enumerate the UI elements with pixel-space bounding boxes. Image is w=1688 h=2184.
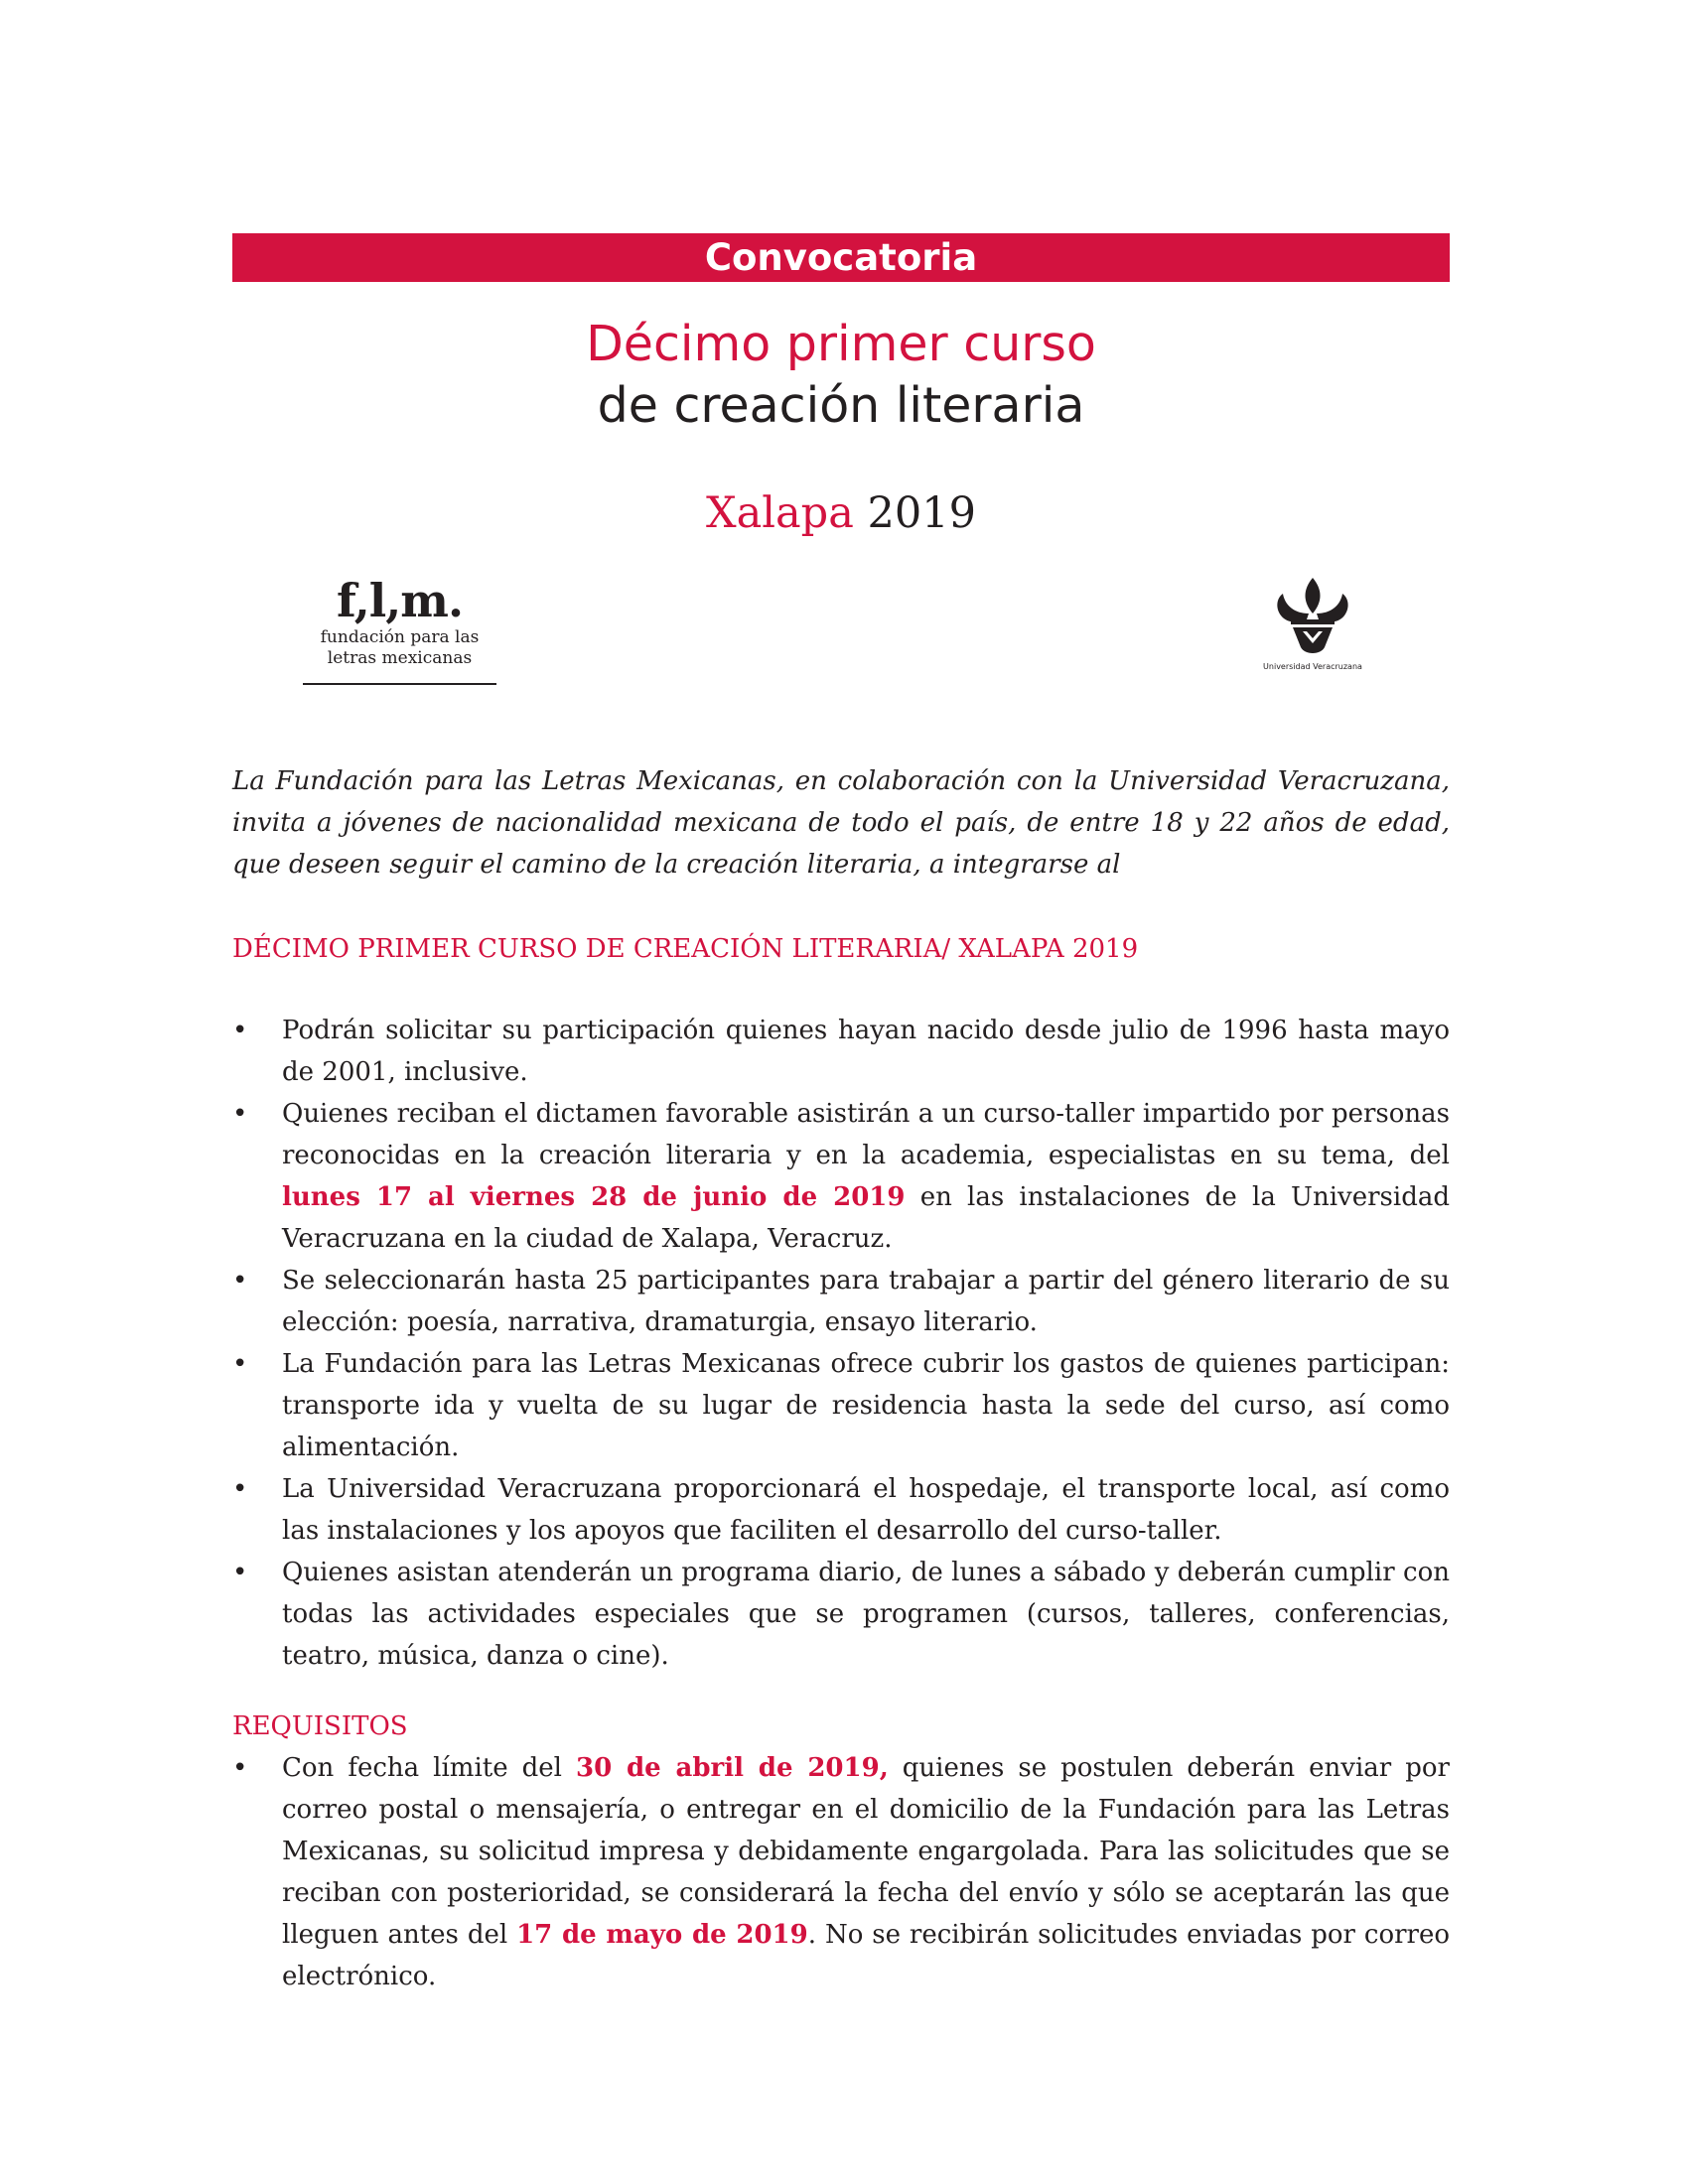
list-item-text: en las instalaciones de la Universidad Veracruzana en la ciudad de Xalapa, Veracruz. (282, 1182, 1450, 1254)
bullet: • (232, 1474, 248, 1504)
bullet: • (232, 1558, 248, 1587)
place-year-value: 2019 (867, 488, 976, 538)
list-item (232, 1747, 1450, 1997)
bullet: • (232, 1753, 248, 1783)
convocatoria-banner: Convocatoria (232, 233, 1450, 282)
list-item-text: . No se recibirán solicitudes enviadas por correo electrónico. (282, 1920, 1450, 1991)
conditions-list (232, 1010, 1450, 1677)
date-highlight: 17 de mayo de 2019 (516, 1920, 808, 1950)
list-item (232, 1552, 1450, 1677)
place-city: Xalapa (706, 488, 854, 538)
list-item-text: Se seleccionarán hasta 25 participantes para trabajar a partir del género literario de su elección: poesía, narrativa, dramaturgia, ensayo literario. (282, 1266, 1450, 1337)
list-item-text: quienes se postulen deberán enviar por correo postal o mensajería, o entregar en el domicilio de la Fundación para las Letras Mexicanas, su solicitud impresa y debidamente engargolada. Para las solicitudes que se reciban con posterioridad, se considerará la fecha del envío y sólo se aceptarán las que lleguen antes del (282, 1753, 1450, 1950)
list-item-text: La Fundación para las Letras Mexicanas ofrece cubrir los gastos de quienes participan: transporte ida y vuelta de su lugar de residencia hasta la sede del curso, así como alimentación. (282, 1349, 1450, 1462)
title-line-2: de creación literaria (597, 377, 1085, 434)
fleur-de-lis-icon (1273, 576, 1352, 657)
uv-logo (1243, 576, 1382, 685)
course-title (232, 314, 1450, 437)
list-item (232, 1468, 1450, 1552)
list-item (232, 1260, 1450, 1343)
requisitos-heading: REQUISITOS (232, 1711, 408, 1741)
flm-logo-line-2: letras mexicanas (327, 648, 473, 668)
requisitos-list (232, 1747, 1450, 1997)
list-item-text: Quienes asistan atenderán un programa diario, de lunes a sábado y deberán cumplir con todas las actividades especiales que se programen (cursos, talleres, conferencias, teatro, música, danza o cine). (282, 1558, 1450, 1671)
flm-logo (303, 574, 496, 685)
list-item-text: Quienes reciban el dictamen favorable asistirán a un curso-taller impartido por personas reconocidas en la creación literaria y en la academia, especialistas en su tema, del (282, 1099, 1450, 1170)
course-heading: DÉCIMO PRIMER CURSO DE CREACIÓN LITERARIA/ XALAPA 2019 (232, 934, 1139, 964)
intro-paragraph: La Fundación para las Letras Mexicanas, en colaboración con la Universidad Veracruzana, invita a jóvenes de nacionalidad mexicana de todo el país, de entre 18 y 22 años de edad, que deseen seguir el camino de la creación literaria, a integrarse al (232, 766, 1450, 880)
uv-logo-caption: Universidad Veracruzana (1263, 662, 1362, 671)
list-item-text: Con fecha límite del (282, 1753, 576, 1783)
bullet: • (232, 1016, 248, 1045)
place-year (232, 486, 1450, 540)
list-item-text: La Universidad Veracruzana proporcionará el hospedaje, el transporte local, así como las instalaciones y los apoyos que faciliten el desarrollo del curso-taller. (282, 1474, 1450, 1546)
bullet: • (232, 1099, 248, 1129)
flm-logo-line-1: fundación para las (320, 627, 480, 647)
list-item (232, 1343, 1450, 1468)
date-highlight: 30 de abril de 2019, (575, 1753, 889, 1783)
bullet: • (232, 1349, 248, 1379)
list-item-text: Podrán solicitar su participación quienes hayan nacido desde julio de 1996 hasta mayo de 2001, inclusive. (282, 1016, 1450, 1087)
bullet: • (232, 1266, 248, 1296)
title-line-1: Décimo primer curso (586, 316, 1096, 372)
list-item (232, 1010, 1450, 1093)
date-highlight: lunes 17 al viernes 28 de junio de 2019 (282, 1182, 906, 1212)
flm-logo-rule (303, 683, 496, 685)
list-item (232, 1093, 1450, 1260)
flm-logo-mark: f,l,m. (337, 574, 463, 627)
